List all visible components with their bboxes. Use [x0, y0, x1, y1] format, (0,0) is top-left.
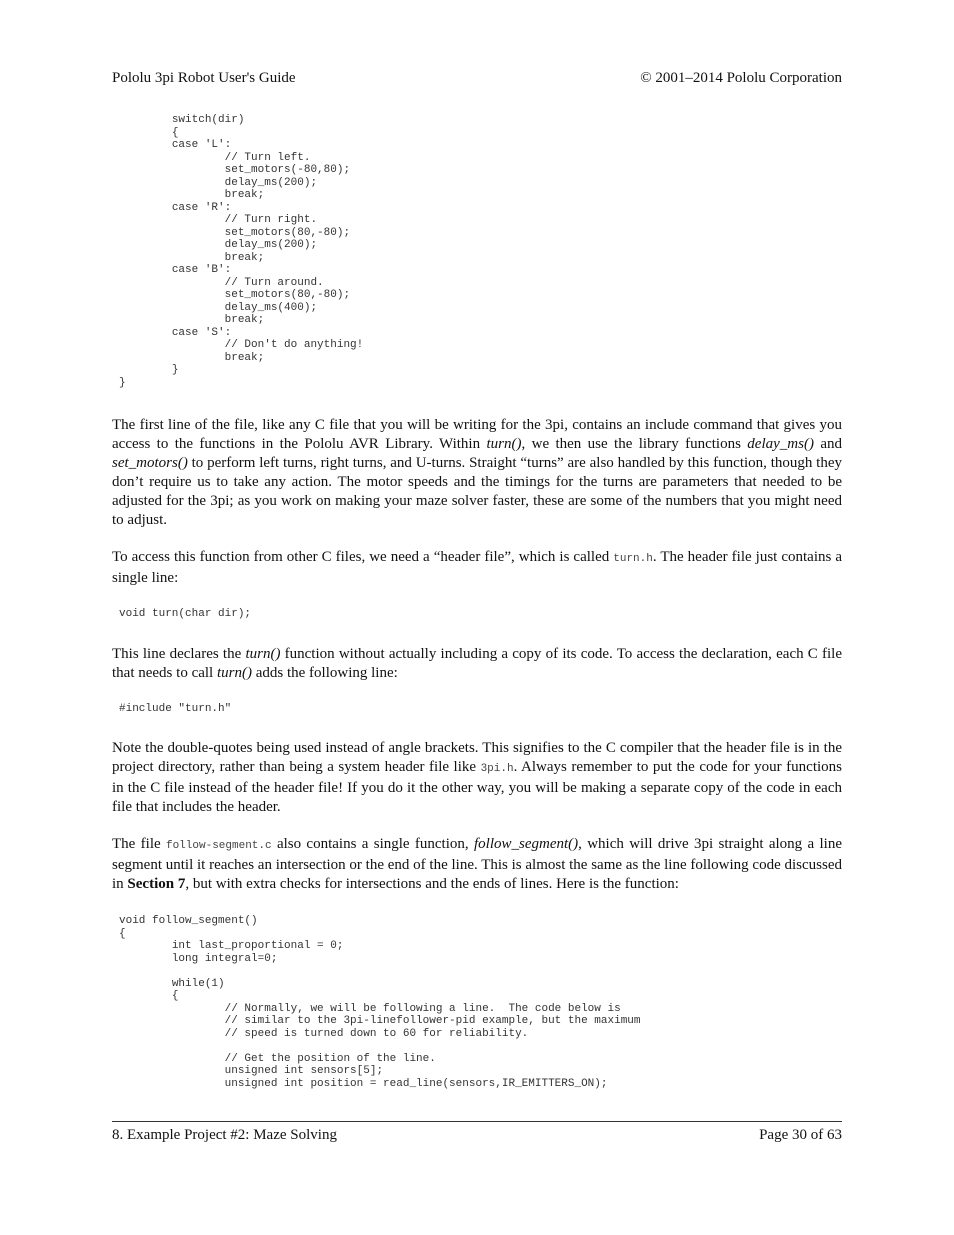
code-block-switch: switch(dir) { case 'L': // Turn left. set_motors(-80,80); delay_ms(200); break; case 'R': // Turn right. set_motors(80,-80); delay_ms(200); break; case 'B': // Turn around. set_motors(80,-80); delay_ms(400); break; case 'S': // Don't do anything! break; } } [119, 114, 364, 389]
paragraph-header-file: To access this function from other C files, we need a “header file”, which is called turn.h. The header file just contains a single line: [112, 549, 842, 586]
footer-divider [112, 1121, 842, 1122]
paragraph-follow-segment: The file follow-segment.c also contains a single function, follow_segment(), which will drive 3pi straight along a line segment until it reaches an intersection or the end of the line. This is almost the same as the line following code discussed in Section 7, but with extra checks for intersections and the ends of lines. Here is the function: [112, 836, 842, 892]
paragraph-double-quotes: Note the double-quotes being used instead of angle brackets. This signifies to the C compiler that the header file is in the project directory, rather than being a system header file like 3pi.h. Always remember to put the code for your functions in the C file instead of the header file! If you do it the other way, you will be making a separate copy of the code in each file that includes the header. [112, 740, 842, 815]
header-title: Pololu 3pi Robot User's Guide [112, 70, 296, 86]
code-block-include: #include "turn.h" [119, 702, 232, 715]
paragraph-turn-description: The first line of the file, like any C file that you will be writing for the 3pi, contains an include command that gives you access to the functions in the Pololu AVR Library. Within turn(), we then use the library functions delay_ms() and set_motors() to perform left turns, right turns, and U-turns. Straight “turns” are also handled by this function, though they don’t require us to take any action. The motor speeds and the timings for the turns are parameters that needed to be adjusted for the 3pi; as you work on making your maze solver faster, these are some of the numbers that you might need to adjust. [112, 417, 842, 528]
page-content [112, 114, 842, 1090]
paragraph-declaration: This line declares the turn() function without actually including a copy of its code. To access the declaration, each C file that needs to call turn() adds the following line: [112, 645, 843, 681]
code-block-follow-segment: void follow_segment() { int last_proportional = 0; long integral=0; while(1) { // Normally, we will be following a line. The code below is // similar to the 3pi-linefollower-pid example, but the maximum // speed is turned down to 60 for reliability. // Get the position of the line. unsigned int sensors[5]; unsigned int position = read_line(sensors,IR_EMITTERS_ON); [119, 915, 641, 1090]
footer-page-number: Page 30 of 63 [759, 1127, 842, 1143]
header-copyright: © 2001–2014 Pololu Corporation [640, 70, 842, 86]
footer-section-title: 8. Example Project #2: Maze Solving [112, 1127, 337, 1143]
code-block-declaration: void turn(char dir); [119, 608, 252, 620]
